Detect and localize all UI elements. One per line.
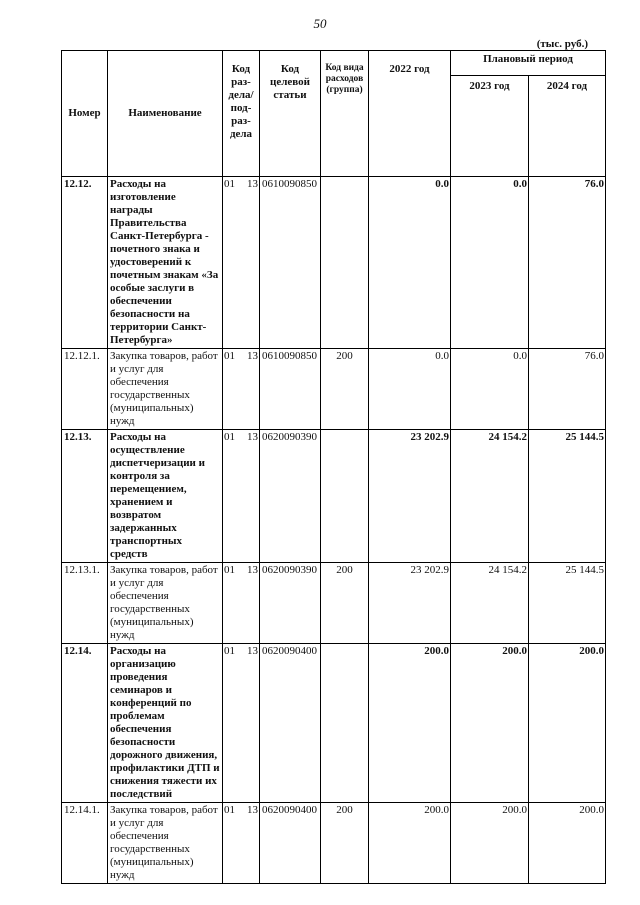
row-target: 0610090850 <box>260 349 321 430</box>
row-section <box>223 803 260 884</box>
table-row <box>62 430 606 563</box>
subsection-code: 13 <box>247 564 258 576</box>
row-exp-type: 200 <box>321 803 369 884</box>
page-number: 50 <box>313 16 327 31</box>
row-target: 0620090400 <box>260 803 321 884</box>
row-name: Расходы на изготовление награды Правительства Санкт-Петербурга - почетного знака и удостоверений к почетным знакам «За особые заслуги в обеспечении безопасности на территории Санкт-Петербурга» <box>108 177 223 349</box>
row-2022: 23 202.9 <box>369 563 451 644</box>
row-number: 12.13.1. <box>62 563 108 644</box>
row-name: Закупка товаров, работ и услуг для обеспечения государственных (муниципальных) нужд <box>108 349 223 430</box>
section-code: 01 <box>224 645 235 657</box>
table-row <box>62 803 606 884</box>
row-name: Расходы на осуществление диспетчеризации и контроля за перемещением, хранением и возвратом задержанных транспортных средств <box>108 430 223 563</box>
row-2022: 23 202.9 <box>369 430 451 563</box>
row-2024: 200.0 <box>529 644 606 803</box>
row-name: Расходы на организацию проведения семинаров и конференций по проблемам обеспечения безопасности дорожного движения, профилактики ДТП и снижения тяжести их последствий <box>108 644 223 803</box>
subsection-code: 13 <box>247 804 258 816</box>
row-2022: 200.0 <box>369 803 451 884</box>
subsection-code: 13 <box>247 178 258 190</box>
subsection-code: 13 <box>247 350 258 362</box>
col-name-header: Наименование <box>108 51 223 177</box>
row-2023: 24 154.2 <box>451 563 529 644</box>
row-number: 12.13. <box>62 430 108 563</box>
col-2023-header: 2023 год <box>451 76 529 177</box>
row-2024: 76.0 <box>529 349 606 430</box>
row-2022: 200.0 <box>369 644 451 803</box>
row-section <box>223 349 260 430</box>
row-exp-type: 200 <box>321 349 369 430</box>
section-code: 01 <box>224 564 235 576</box>
row-exp-type <box>321 644 369 803</box>
row-2024: 200.0 <box>529 803 606 884</box>
section-code: 01 <box>224 804 235 816</box>
row-target: 0620090390 <box>260 563 321 644</box>
units-label: (тыс. руб.) <box>536 38 588 50</box>
row-name: Закупка товаров, работ и услуг для обеспечения государственных (муниципальных) нужд <box>108 563 223 644</box>
col-2022-header: 2022 год <box>369 51 451 177</box>
col-section-header: Код раз- дела/ под- раз- дела <box>223 51 260 177</box>
row-section <box>223 563 260 644</box>
row-section <box>223 177 260 349</box>
row-target: 0620090400 <box>260 644 321 803</box>
budget-table <box>61 50 606 884</box>
row-number: 12.12. <box>62 177 108 349</box>
table-row <box>62 177 606 349</box>
row-2023: 200.0 <box>451 803 529 884</box>
row-name: Закупка товаров, работ и услуг для обеспечения государственных (муниципальных) нужд <box>108 803 223 884</box>
section-code: 01 <box>224 350 235 362</box>
subsection-code: 13 <box>247 645 258 657</box>
row-2023: 24 154.2 <box>451 430 529 563</box>
table-row <box>62 644 606 803</box>
section-code: 01 <box>224 178 235 190</box>
row-2024: 25 144.5 <box>529 563 606 644</box>
row-2023: 0.0 <box>451 349 529 430</box>
row-number: 12.12.1. <box>62 349 108 430</box>
table-row <box>62 563 606 644</box>
row-exp-type <box>321 177 369 349</box>
row-2023: 200.0 <box>451 644 529 803</box>
row-number: 12.14.1. <box>62 803 108 884</box>
row-2024: 76.0 <box>529 177 606 349</box>
row-2024: 25 144.5 <box>529 430 606 563</box>
col-exp-type-header: Код вида расходов (группа) <box>321 51 369 177</box>
row-number: 12.14. <box>62 644 108 803</box>
row-target: 0610090850 <box>260 177 321 349</box>
row-exp-type: 200 <box>321 563 369 644</box>
plan-period-header: Плановый период <box>451 51 606 76</box>
col-2024-header: 2024 год <box>529 76 606 177</box>
row-exp-type <box>321 430 369 563</box>
row-2022: 0.0 <box>369 177 451 349</box>
table-row <box>62 349 606 430</box>
row-section <box>223 644 260 803</box>
subsection-code: 13 <box>247 431 258 443</box>
row-2023: 0.0 <box>451 177 529 349</box>
section-code: 01 <box>224 431 235 443</box>
row-2022: 0.0 <box>369 349 451 430</box>
col-number-header: Номер <box>62 51 108 177</box>
row-section <box>223 430 260 563</box>
col-target-header: Код целевой статьи <box>260 51 321 177</box>
row-target: 0620090390 <box>260 430 321 563</box>
